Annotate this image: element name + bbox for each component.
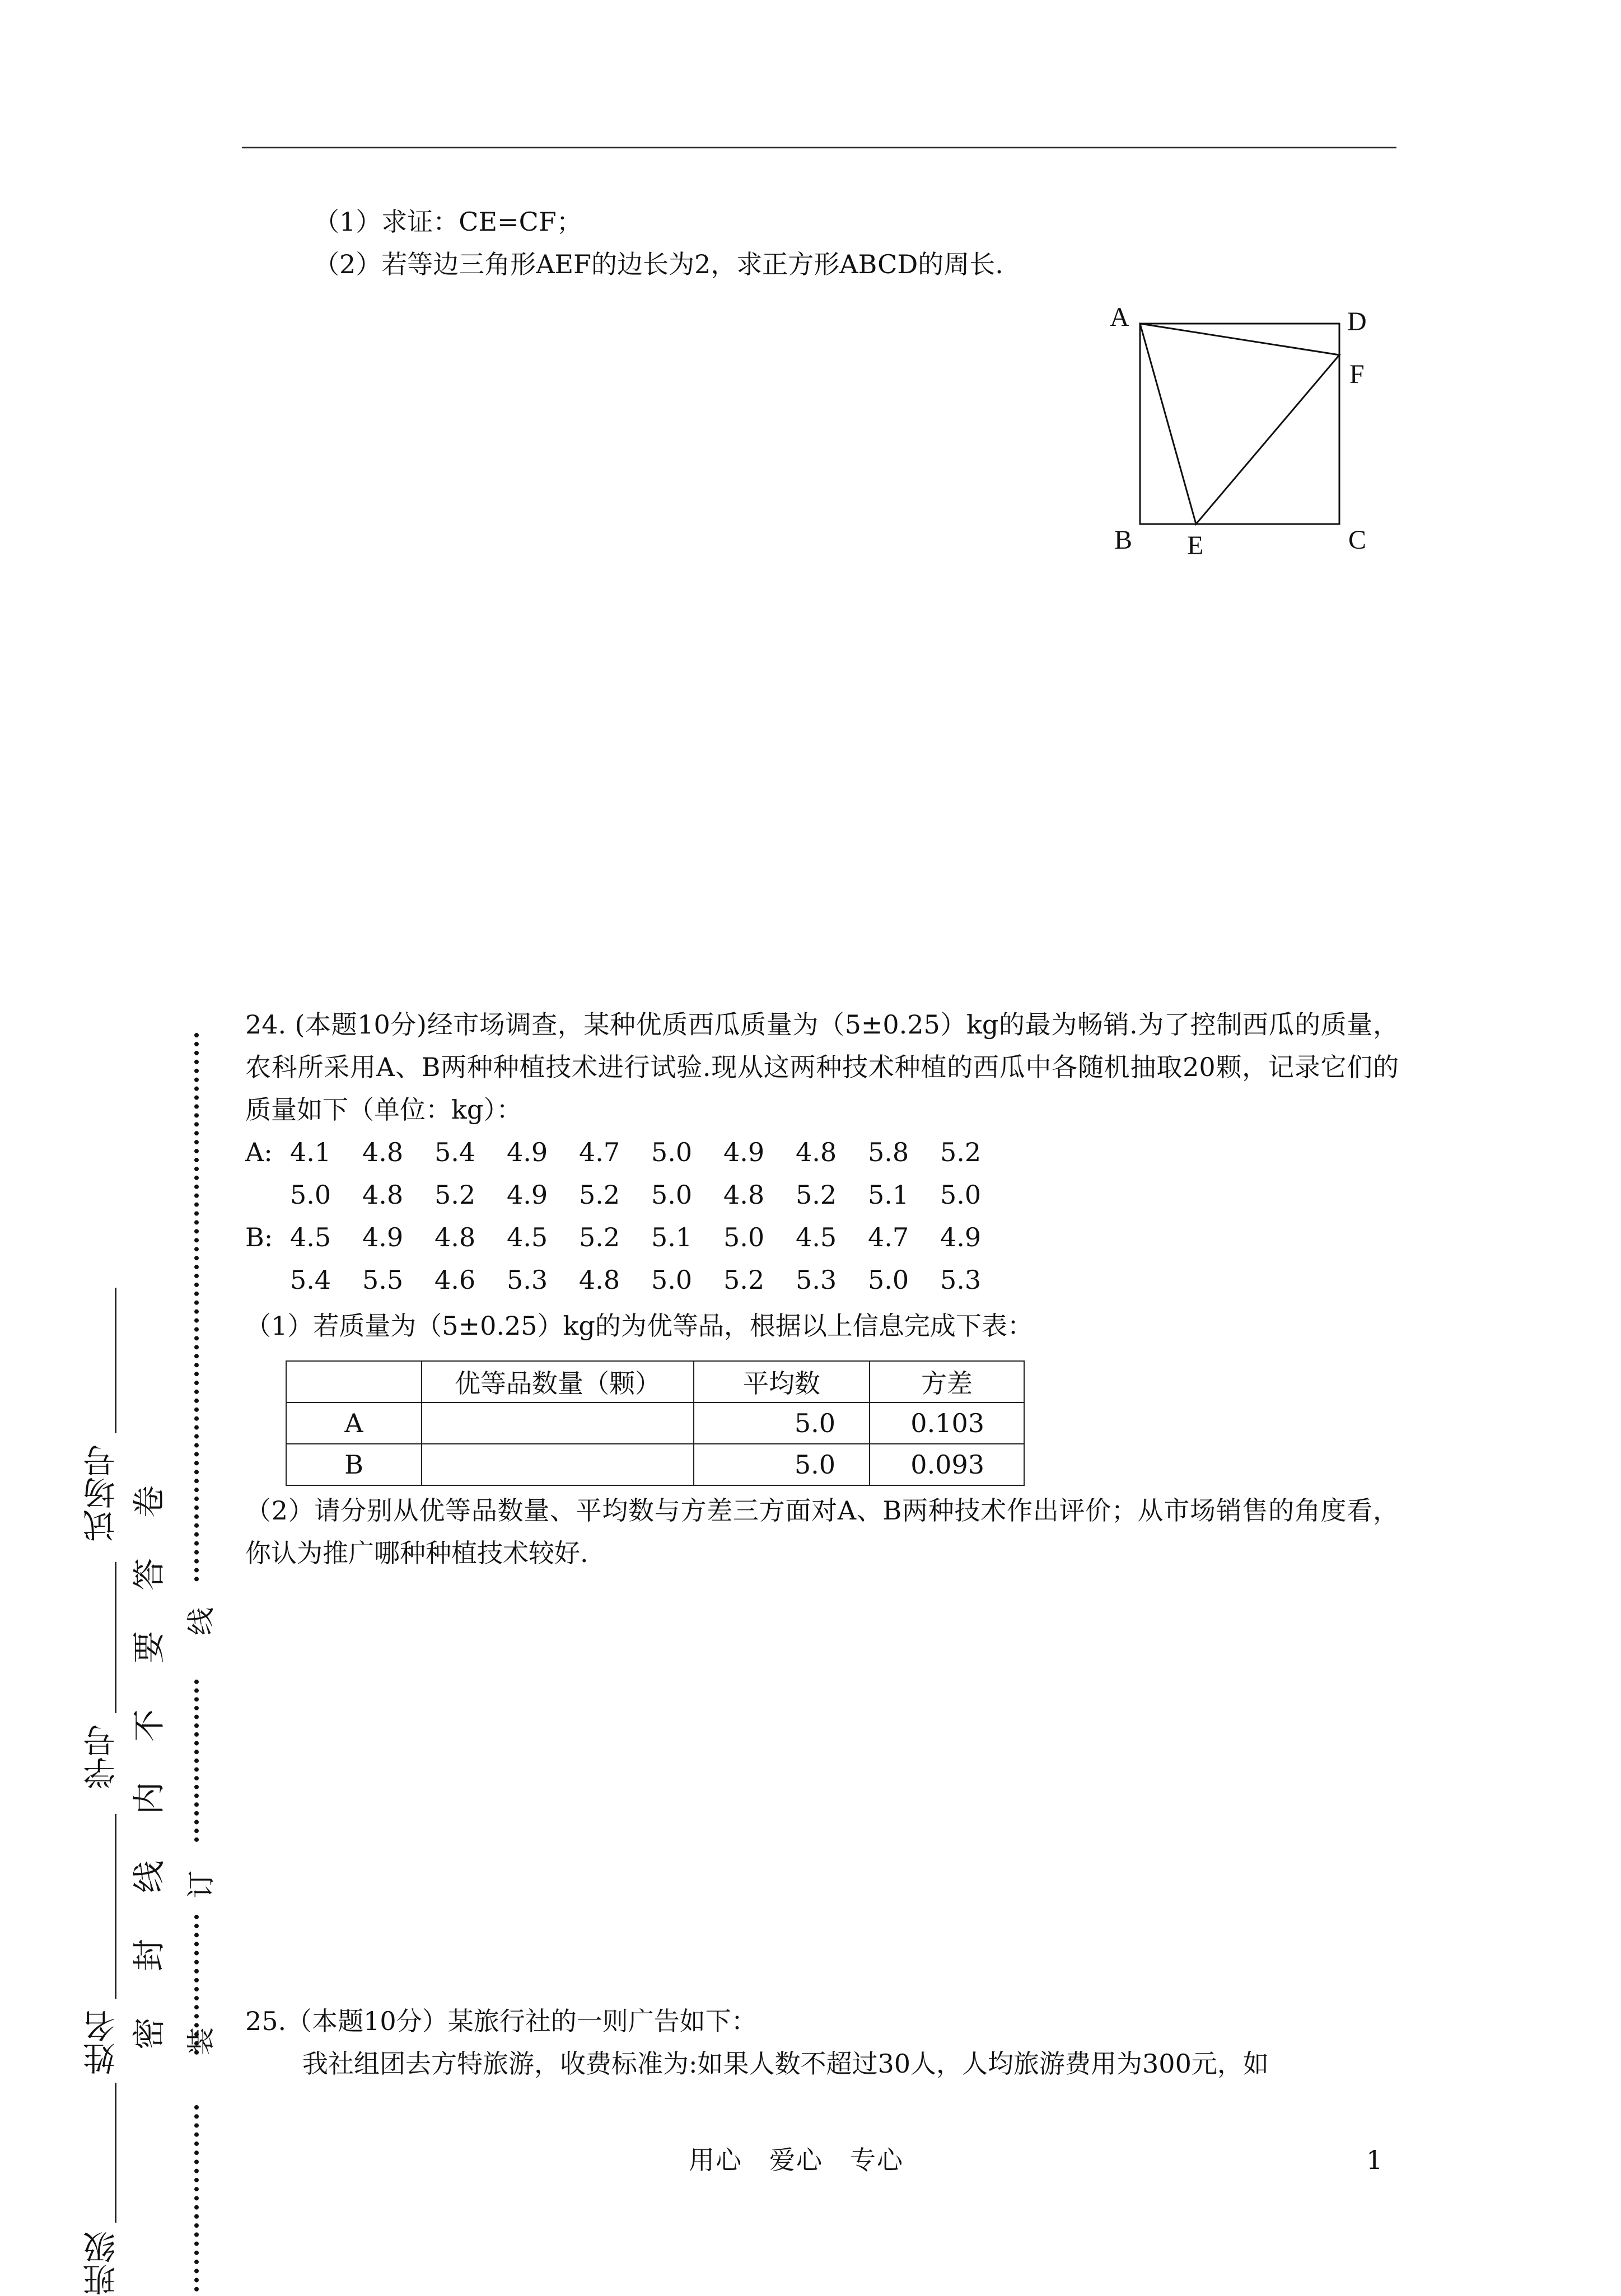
notice-char: 不 [130,1709,169,1742]
data-value: 5.1 [868,1180,909,1210]
room-underline [115,1288,116,1433]
data-value: 4.9 [723,1137,765,1167]
data-value: 5.0 [651,1265,693,1295]
footer-motto: 用心 爱心 专心 [689,2145,904,2175]
table-header: 方差 [870,1361,1024,1402]
label-c: C [1348,525,1367,555]
data-value: 5.1 [651,1222,693,1252]
q25-heading: 25.（本题10分）某旅行社的一则广告如下： [245,2006,757,2036]
data-value: 4.7 [579,1137,620,1167]
header-rule [242,147,1396,148]
data-value: 5.0 [651,1180,693,1210]
data-value: 5.0 [868,1265,909,1295]
data-value: 5.2 [796,1180,837,1210]
label-e: E [1187,531,1204,560]
margin-room-label: 试场号 [83,1444,121,1542]
data-value: 5.0 [940,1180,982,1210]
data-value: 5.0 [723,1222,765,1252]
data-value: 4.5 [507,1222,548,1252]
notice-char: 内 [130,1781,169,1815]
data-value: 5.3 [796,1265,837,1295]
q23-part2: （2）若等边三角形AEF的边长为2，求正方形ABCD的周长. [314,249,1003,279]
data-value: 4.7 [868,1222,909,1252]
data-value: 5.3 [940,1265,982,1295]
margin-class-label: 班级 [83,2231,121,2296]
q24-part2: （2）请分别从优等品数量、平均数与方差三方面对A、B两种技术作出评价；从市场销售的角度看，你认为推广哪种种植技术较好. [245,1495,1399,1568]
binding-dotted-line [194,1680,199,1842]
data-value: 5.2 [435,1180,476,1210]
data-row-a2 [245,1173,1012,1216]
table-cell-name: A [286,1402,422,1444]
notice-char: 封 [130,1938,169,1972]
data-value: 4.8 [723,1180,765,1210]
data-value: 4.5 [290,1222,331,1252]
binding-char: 线 [185,1607,217,1635]
name-underline [115,1814,116,1999]
table-header [286,1361,422,1402]
table-row [286,1402,1024,1444]
notice-char: 密 [130,2017,169,2050]
q24-part2-block [245,1489,1399,1574]
data-value: 4.9 [507,1137,548,1167]
data-value: 5.3 [507,1265,548,1295]
square-triangle-figure [1097,297,1377,565]
data-value: 5.0 [651,1137,693,1167]
data-value: 4.6 [435,1265,476,1295]
data-value: 5.8 [868,1137,909,1167]
data-value: 4.1 [290,1137,331,1167]
notice-char: 要 [130,1630,169,1664]
q24-intro: 24. (本题10分)经市场调查，某种优质西瓜质量为（5±0.25）kg的最为畅销.为了控制西瓜的质量，农科所采用A、B两种种植技术进行试验.现从这两种技术种植的西瓜中各随机抽取20颗，记录它们的质量如下（单位：kg）： [245,1009,1399,1125]
notice-char: 卷 [130,1485,169,1518]
table-header: 平均数 [694,1361,870,1402]
margin-student-no-label: 学号 [83,1724,121,1789]
data-value: 5.4 [290,1265,331,1295]
table-row [286,1444,1024,1485]
binding-char: 订 [185,1871,217,1898]
label-series-b: B: [245,1222,273,1252]
data-value: 5.2 [579,1180,620,1210]
q24-part1: （1）若质量为（5±0.25）kg的为优等品，根据以上信息完成下表： [245,1311,1033,1341]
data-value: 4.9 [507,1180,548,1210]
q24-block [245,1003,1399,1131]
data-value: 5.0 [290,1180,331,1210]
label-f: F [1349,359,1365,389]
label-series-a: A: [245,1137,273,1167]
table-header: 优等品数量（颗） [422,1361,694,1402]
triangle-aef [1140,324,1339,524]
data-row-b1 [245,1216,1012,1259]
data-value: 5.2 [723,1265,765,1295]
data-value: 4.5 [796,1222,837,1252]
student-no-underline [115,1562,116,1713]
binding-char: 装 [185,2027,217,2055]
table-header-row [286,1361,1024,1402]
page-number: 1 [1366,2145,1383,2175]
table-cell-name: B [286,1444,422,1485]
table-cell-variance: 0.093 [870,1444,1024,1485]
q23-part1: （1）求证：CE=CF； [314,207,582,237]
notice-char: 答 [130,1558,169,1591]
table-cell-count[interactable] [422,1402,694,1444]
data-value: 5.2 [940,1137,982,1167]
class-underline [115,2083,116,2223]
binding-dotted-line [194,1033,199,1582]
q25-body: 我社组团去方特旅游，收费标准为:如果人数不超过30人，人均旅游费用为300元，如 [302,2049,1269,2079]
data-row-b2 [245,1259,1012,1301]
data-row-a1 [245,1131,1012,1173]
table-cell-count[interactable] [422,1444,694,1485]
results-table [286,1360,1025,1486]
label-a: A [1110,302,1129,332]
data-value: 4.8 [362,1137,404,1167]
data-value: 4.8 [435,1222,476,1252]
data-value: 4.8 [579,1265,620,1295]
label-d: D [1347,307,1367,336]
table-cell-variance: 0.103 [870,1402,1024,1444]
binding-dotted-line [194,2105,199,2292]
data-value: 4.8 [796,1137,837,1167]
data-value: 4.9 [940,1222,982,1252]
square-abcd [1140,324,1339,524]
data-value: 4.9 [362,1222,404,1252]
notice-char: 线 [130,1860,169,1893]
label-b: B [1114,525,1133,555]
margin-name-label: 姓名 [83,2010,121,2075]
table-cell-mean: 5.0 [694,1402,870,1444]
table-cell-mean: 5.0 [694,1444,870,1485]
data-value: 5.2 [579,1222,620,1252]
data-value: 5.5 [362,1265,404,1295]
data-value: 5.4 [435,1137,476,1167]
data-value: 4.8 [362,1180,404,1210]
